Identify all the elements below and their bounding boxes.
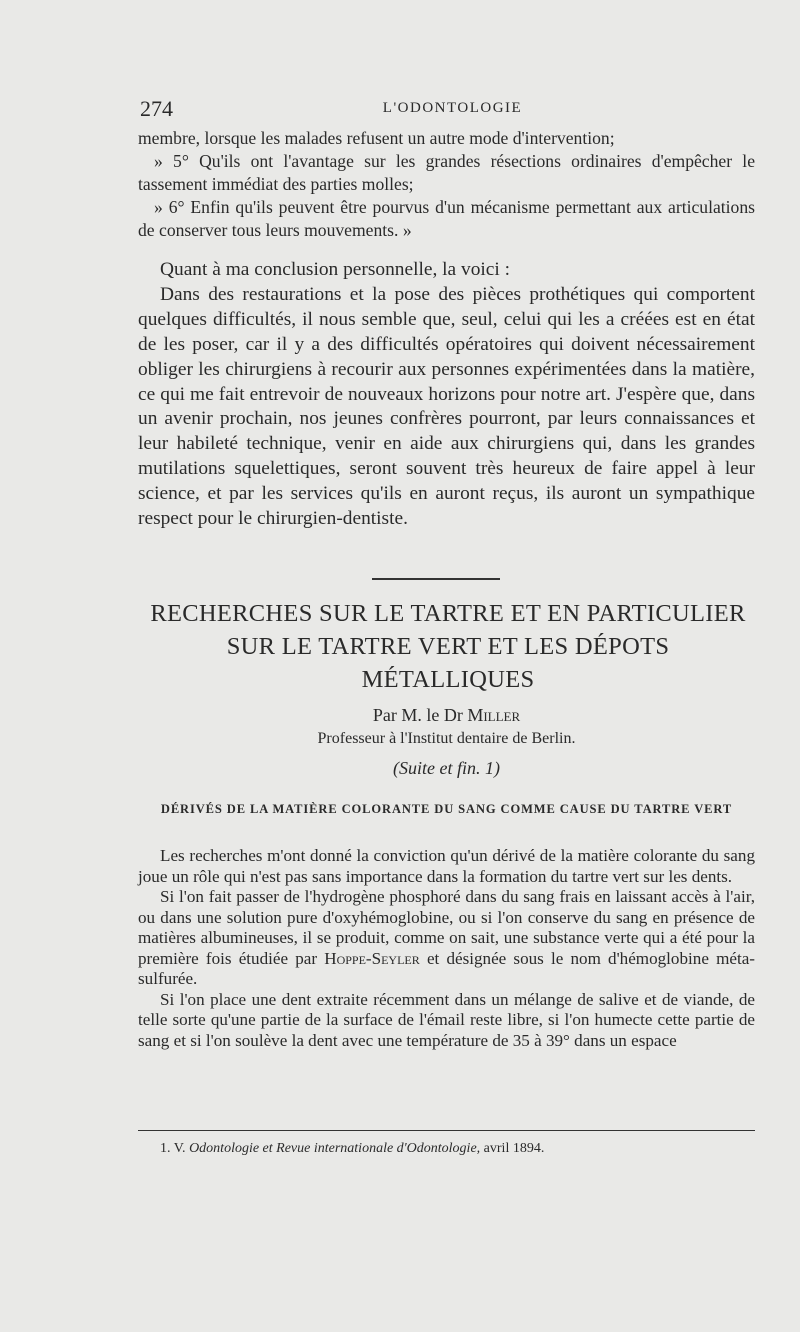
footnote bbox=[160, 1141, 760, 1157]
page-number: 274 bbox=[140, 96, 173, 121]
byline-prefix: Par M. le Dr bbox=[372, 705, 463, 725]
body-text: Si l'on fait passer de l'hydrogène phosphoré dans du sang frais en laissant accès à l'air, ou dans une solution pure d'oxyhémoglobine, ou si l'on conserve du sang en présence de matières albumineuses, il se produit, comme on sait, une substance verte qui a été pour la première fois étudiée par bbox=[138, 887, 755, 968]
conclusion-paragraph: Dans des restaurations et la pose des pièces prothétiques qui comportent quelques difficultés, il nous semble que, seul, celui qui les a créées est en état de les poser, car il y a des difficultés opératoires qui doivent nécessairement obliger les chirurgiens à recourir aux personnes expérimentées dans la matière, ce qui me fait entrevoir de nouveaux horizons pour notre art. J'espère que, dans un avenir prochain, nos jeunes confrères pourront, par leurs connaissances et leur habileté technique, venir en aide aux chirurgiens qui, dans les grandes mutilations squelettiques, seront souvent très heureux de faire appel à leur science, et par les services qu'ils en auront reçus, ils auront un sympathique respect pour le chirurgien-dentiste. bbox=[138, 283, 755, 530]
article-title-line: SUR LE TARTRE VERT ET LES DÉPOTS bbox=[226, 633, 670, 660]
byline bbox=[138, 705, 755, 726]
body-paragraph: Si l'on place une dent extraite récemment dans un mélange de salive et de viande, de telle sorte qu'une partie de la surface de l'émail reste libre, si l'on humecte cette partie de sang et si l'on soulève la dent avec une température de 35 à 39° dans un espace bbox=[138, 989, 755, 1050]
footnote-rule bbox=[138, 1130, 755, 1131]
body-paragraph bbox=[138, 887, 755, 990]
footnote-source: Odontologie et Revue internationale d'Odontologie, bbox=[189, 1141, 481, 1156]
author-affiliation: Professeur à l'Institut dentaire de Berlin. bbox=[317, 730, 576, 747]
conclusion-section bbox=[138, 258, 755, 532]
conclusion-intro: Quant à ma conclusion personnelle, la voici : bbox=[160, 259, 511, 280]
cited-author: Hoppe-Seyler bbox=[324, 948, 420, 968]
footnote-date: avril 1894. bbox=[483, 1141, 545, 1156]
quoted-list bbox=[138, 127, 755, 242]
article-title bbox=[118, 597, 778, 696]
section-heading: DÉRIVÉS DE LA MATIÈRE COLORANTE DU SANG COMME CAUSE DU TARTRE VERT bbox=[160, 802, 733, 816]
continuation-note: (Suite et fin. 1) bbox=[393, 758, 500, 778]
journal-title: L'ODONTOLOGIE bbox=[382, 100, 523, 116]
section-separator bbox=[372, 578, 500, 580]
quote-item-5: » 5° Qu'ils ont l'avantage sur les grandes résections ordinaires d'empêcher le tassement immédiat des parties molles; bbox=[138, 151, 755, 194]
author-name: Miller bbox=[467, 705, 521, 725]
quote-line: membre, lorsque les malades refusent un autre mode d'intervention; bbox=[138, 128, 615, 148]
body-paragraph: Les recherches m'ont donné la conviction qu'un dérivé de la matière colorante du sang joue un rôle qui n'est pas sans importance dans la formation du tartre vert sur les dents. bbox=[138, 846, 755, 886]
footnote-number: 1. V. bbox=[160, 1141, 186, 1156]
article-body bbox=[138, 846, 755, 1051]
running-head bbox=[140, 96, 765, 124]
body-text: et désignée sous le nom d'hémoglobine méta-sulfurée. bbox=[138, 948, 755, 988]
article-title-line: RECHERCHES SUR LE TARTRE ET EN PARTICULIER bbox=[150, 600, 746, 627]
article-title-line: MÉTALLIQUES bbox=[361, 666, 535, 693]
quote-item-6: » 6° Enfin qu'ils peuvent être pourvus d'un mécanisme permettant aux articulations de conserver tous leurs mouvements. » bbox=[138, 197, 755, 240]
